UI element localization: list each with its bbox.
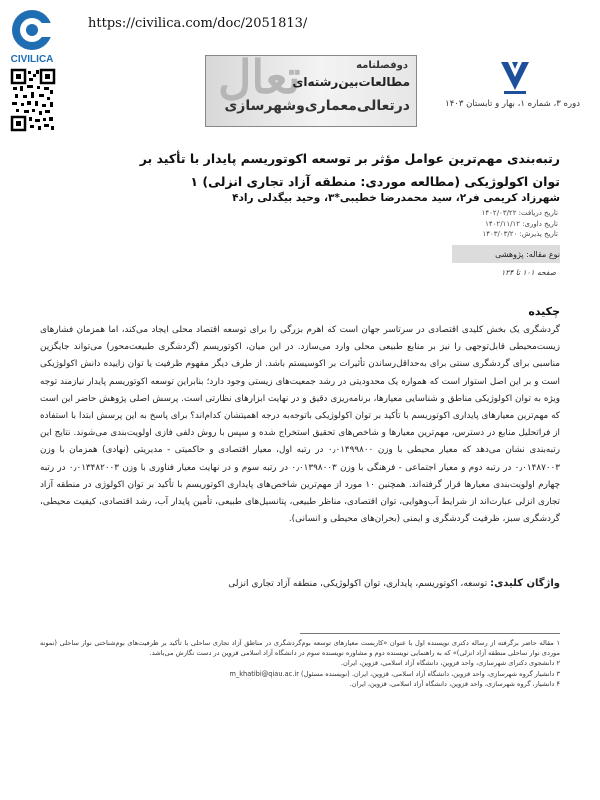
civilica-logo-icon [6,6,58,66]
accepted-date: تاریخ پذیرش: ۱۴۰۳/۰۳/۲۰ [482,230,558,238]
journal-line-1: دوفصلنامه [356,60,408,71]
revised-date: تاریخ داوری: ۱۴۰۲/۱۱/۱۲ [485,219,558,228]
received-date: تاریخ دریافت: ۱۴۰۲/۰۳/۲۲ [481,209,558,217]
footnote-1: ۱ مقاله حاضر برگرفته از رساله دکتری نویسنده اول با عنوان «کاربست معیارهای توسعه بوم‌گردشگری در مناطق آزاد تجاری ساحلی با تأکید بر ظرفیت‌های بوم‌شناختی نوار ساحلی (نمونه موردی نوار ساحلی منطقه آزاد انزلی)» که به راهنمایی نویسنده دوم و مشاوره نویسنده سوم در دانشگاه آزاد اسلامی قزوین در دست نگارش می‌باشد. [40,639,560,658]
footnotes [40,638,560,689]
civilica-logo[interactable] [6,6,58,66]
footnote-4: ۴ دانشیار، گروه شهرسازی، واحد قزوین، دانشگاه آزاد اسلامی، قزوین، ایران. [349,679,560,688]
university-logo-icon [498,60,532,96]
article-dates [482,208,558,240]
keywords [40,578,560,589]
keywords-list: توسعه، اکوتوریسم، پایداری، توان اکولوژیکی، منطقه آزاد تجاری انزلی [228,579,488,589]
qr-code-icon [10,68,56,132]
university-logo [498,60,532,96]
document-url[interactable]: https://civilica.com/doc/2051813/ [88,16,308,31]
footnote-2: ۲ دانشجوی دکترای شهرسازی، واحد قزوین، دانشگاه آزاد اسلامی، قزوین، ایران. [340,659,560,668]
article-type: نوع مقاله: پژوهشی [495,250,560,259]
abstract-heading: چکیده [528,305,560,318]
page-range: صفحه ۱۰۱ تا ۱۲۴ [501,268,556,277]
title-line-2: توان اکولوژیکی (مطالعه موردی: منطقه آزاد تجاری انزلی) ۱ [190,174,560,189]
abstract-body: گردشگری یک بخش کلیدی اقتصادی در سرتاسر جهان است که اهرم بزرگی را برای توسعه اقتصاد محلی ایجاد می‌کند، اما همزمان فشارهای زیست‌محیطی قابل‌توجهی را نیز بر منابع طبیعی محلی وارد می‌سازد. در این میان، اکوتوریسم (گردشگری طبیعت‌محور) می‌تواند جایگزین مناسبی برای گردشگری سنتی برای به‌حداقل‌رساندن تأثیرات بر اکوسیستم باشد. از طرف دیگر مفهوم ظرفیت یا توان زاییده دانش اکولوژیکی است و بر این اصل استوار است که همواره یک محدودیتی در رشد جمعیت‌های زیستی وجود دارد؛ بنابراین توسعه اکوتوریسم پایدار نیازمند توجه ویژه به توان اکولوژیکی مناطق و شناسایی معیارها، برنامه‌ریزی دقیق و در نهایت ابزارهای نظارتی است. پرسش اصلی پژوهش حاضر این است که مهم‌ترین معیارهای پایداری اکوتوریسم با تأکید بر توان اکولوژیکی باتوجه‌به درجه اهمیتشان کدام‌اند؟ برای پاسخ به این پرسش ابتدا با استفاده از فراتحلیل منابع در دسترس، مهم‌ترین معیارها و شاخص‌های تحقیق استخراج شده و سپس با روش دلفی فازی اولویت‌بندی می‌شوند. نتایج این رتبه‌بندی نشان می‌دهد که معیار محیطی با وزن ۰٫۰۱۴۹۹۸۰۰ در رتبه اول، معیار اقتصادی و حاکمیتی - مدیریتی (نهادی) همزمان با وزن ۰٫۰۱۴۸۷۰۰۳ در رتبه دوم و معیار اجتماعی - فرهنگی با وزن ۰٫۰۱۳۹۸۰۰۳ در رتبه سوم و در نهایت معیار فناوری با وزن ۰٫۰۱۳۴۸۲۰۰۳ در رتبه چهارم اولویت‌بندی معیارها قرار گرفته‌اند. همچنین ۱۰ مورد از مهم‌ترین شاخص‌های پایداری اکوتوریسم با تأکید بر توان اکولوژی در منطقه آزاد تجاری انزلی عبارت‌اند از شرایط آب‌وهوایی، توان اقتصادی، مناظر طبیعی، پتانسیل‌های طبیعی، تأمین پایدار آب، رشد اقتصادی، کیفیت محیطی، گردشگری سبز، ظرفیت گردشگری و ایمنی (بحران‌های محیطی و انسانی). [40,325,561,525]
journal-line-3: در‌تعالی‌معماری‌و‌شهرسازی [224,98,410,114]
keywords-label: واژگان کلیدی: [490,578,560,589]
issue-info: دوره ۳، شماره ۱، بهار و تابستان ۱۴۰۳ [445,99,580,109]
journal-banner [205,55,417,127]
journal-mark: تعال [218,55,301,104]
title-line-1: رتبه‌بندی مهم‌ترین عوامل مؤثر بر توسعه اکوتوریسم پایدار با تأکید بر [139,151,560,166]
article-title [40,147,560,193]
qr-code [10,68,56,132]
authors: شهرزاد کریمی فر۲، سید محمدرضا خطیبی*۳، وحید بیگدلی راد۴ [232,192,560,204]
journal-line-2: مطالعات‌بین‌رشته‌ای [292,75,410,89]
footnote-3: ۳ دانشیار گروه شهرسازی، واحد قزوین، دانشگاه آزاد اسلامی، قزوین، ایران. (نویسنده مسئول) m_khatibi@qiau.ac.ir [229,669,560,678]
footnote-divider [300,633,560,634]
civilica-name: CIVILICA [10,54,54,65]
